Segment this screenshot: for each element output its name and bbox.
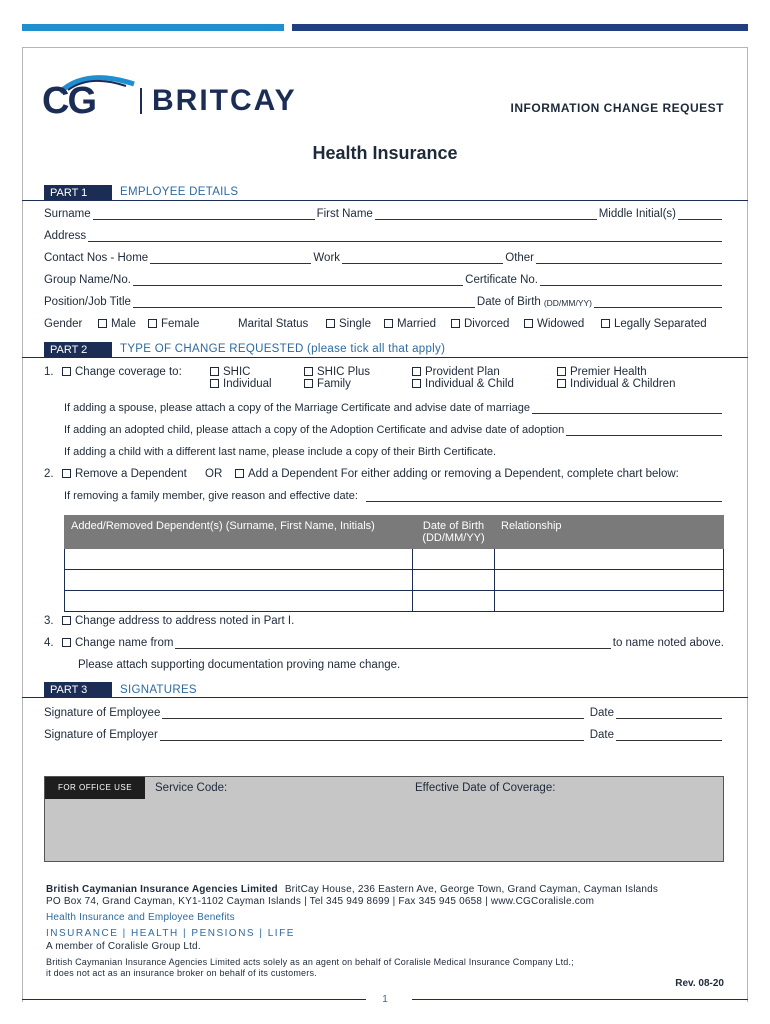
- office-use-tag: FOR OFFICE USE: [45, 777, 145, 799]
- dob-field[interactable]: [594, 297, 722, 308]
- provident-plan-checkbox[interactable]: [412, 367, 421, 376]
- accent-bar-right: [292, 24, 748, 31]
- shic-individual-checkbox[interactable]: [210, 379, 219, 388]
- office-use-box: [44, 776, 724, 862]
- widowed-label: Widowed: [537, 318, 585, 330]
- part3-title: SIGNATURES: [120, 684, 197, 696]
- change-coverage-option[interactable]: [62, 366, 182, 378]
- employee-signature-label: Signature of Employee: [44, 707, 161, 719]
- divorced-option[interactable]: [451, 318, 509, 330]
- employee-date-field[interactable]: [616, 708, 722, 719]
- first-name-field[interactable]: [375, 209, 597, 220]
- address-label: Address: [44, 230, 87, 242]
- male-label: Male: [111, 318, 136, 330]
- legally-separated-option[interactable]: [601, 318, 707, 330]
- single-label: Single: [339, 318, 371, 330]
- contact-row: [44, 252, 724, 264]
- shic-label: SHIC: [223, 366, 251, 378]
- single-option[interactable]: [326, 318, 371, 330]
- spouse-note-row: [64, 402, 724, 414]
- gender-female-option[interactable]: [148, 318, 199, 330]
- change-address-checkbox[interactable]: [62, 616, 71, 625]
- part1-title: EMPLOYEE DETAILS: [120, 186, 239, 198]
- part1-tag: PART 1: [44, 185, 112, 201]
- first-name-label: First Name: [316, 208, 373, 220]
- logo-divider: [140, 88, 142, 114]
- change-name-option[interactable]: [62, 637, 173, 649]
- adoption-date-field[interactable]: [566, 425, 722, 436]
- dependents-table-header: [65, 516, 724, 549]
- change-address-label: Change address to address noted in Part I.: [75, 615, 295, 627]
- certificate-label: Certificate No.: [465, 274, 538, 286]
- or-label: OR: [205, 468, 223, 480]
- middle-initial-label: Middle Initial(s): [598, 208, 677, 220]
- other-label: Other: [505, 252, 535, 264]
- change-name-checkbox[interactable]: [62, 638, 71, 647]
- removing-reason-row: [64, 490, 724, 502]
- doc-type: INFORMATION CHANGE REQUEST: [510, 101, 724, 115]
- married-checkbox[interactable]: [384, 319, 393, 328]
- group-name-label: Group Name/No.: [44, 274, 131, 286]
- employer-signature-row: [44, 729, 724, 741]
- change-name-note: Please attach supporting documentation proving name change.: [78, 659, 401, 671]
- position-field[interactable]: [133, 297, 475, 308]
- dependent-name-cell[interactable]: [65, 549, 413, 570]
- change-address-option[interactable]: [62, 615, 294, 627]
- footer-company-line: [46, 884, 658, 895]
- lastname-note: If adding a child with a different last name, please include a copy of their Birth Certificate.: [64, 446, 497, 458]
- provident-child-option[interactable]: [412, 378, 514, 390]
- removing-reason-field[interactable]: [366, 491, 722, 502]
- shic-plus-family-checkbox[interactable]: [304, 379, 313, 388]
- premier-children-label: Individual & Children: [570, 378, 676, 390]
- footer-tagline: Health Insurance and Employee Benefits: [46, 912, 235, 923]
- work-label: Work: [313, 252, 341, 264]
- contact-home-field[interactable]: [150, 253, 311, 264]
- dependent-dob-cell[interactable]: [413, 591, 495, 612]
- employee-signature-row: [44, 707, 724, 719]
- dependent-name-cell[interactable]: [65, 591, 413, 612]
- premier-health-option[interactable]: [557, 366, 647, 378]
- part3-rule: [22, 697, 748, 698]
- dependent-name-header: Added/Removed Dependent(s) (Surname, First Name, Initials): [65, 516, 413, 549]
- dependent-relationship-header: Relationship: [495, 516, 724, 549]
- part2-title: TYPE OF CHANGE REQUESTED (please tick all that apply): [120, 343, 446, 355]
- premier-children-checkbox[interactable]: [557, 379, 566, 388]
- table-row: [65, 549, 724, 570]
- surname-label: Surname: [44, 208, 91, 220]
- divorced-label: Divorced: [464, 318, 510, 330]
- employer-date-field[interactable]: [616, 730, 722, 741]
- address-row: [44, 230, 724, 242]
- footer-address2: PO Box 74, Grand Cayman, KY1-1102 Cayman Islands | Tel 345 949 8699 | Fax 345 945 0658 | www.CGCoralisle.com: [46, 896, 595, 907]
- address-field[interactable]: [88, 231, 722, 242]
- adopted-note: If adding an adopted child, please attach a copy of the Adoption Certificate and advise date of adoption: [64, 424, 565, 436]
- add-dependent-checkbox[interactable]: [235, 469, 244, 478]
- item4-number: 4.: [44, 637, 54, 649]
- dependent-name-cell[interactable]: [65, 570, 413, 591]
- spouse-note: If adding a spouse, please attach a copy of the Marriage Certificate and advise date of marriage: [64, 402, 530, 414]
- contact-home-label: Contact Nos - Home: [44, 252, 149, 264]
- part1-rule: [22, 200, 748, 201]
- table-row: [65, 570, 724, 591]
- add-dependent-option[interactable]: [235, 468, 679, 480]
- revision: Rev. 08-20: [675, 978, 724, 989]
- remove-dependent-option[interactable]: [62, 468, 187, 480]
- item1-number: 1.: [44, 366, 54, 378]
- page-number: 1: [382, 994, 388, 1005]
- logo-brand: BRITCAY: [152, 84, 297, 117]
- employee-signature-field[interactable]: [162, 708, 583, 719]
- group-row: [44, 274, 724, 286]
- premier-health-label: Premier Health: [570, 366, 647, 378]
- part3-tag: PART 3: [44, 682, 112, 698]
- surname-row: [44, 208, 724, 220]
- employer-signature-field[interactable]: [160, 730, 584, 741]
- divorced-checkbox[interactable]: [451, 319, 460, 328]
- footer-disclaimer1: British Caymanian Insurance Agencies Limited acts solely as an agent on behalf of Coralisle Medical Insurance Company Ltd.;: [46, 957, 574, 967]
- dependents-table: [64, 515, 724, 612]
- footer-company: British Caymanian Insurance Agencies Limited: [46, 884, 278, 895]
- employer-date-label: Date: [589, 729, 614, 741]
- shic-plus-checkbox[interactable]: [304, 367, 313, 376]
- remove-dependent-label: Remove a Dependent: [75, 468, 187, 480]
- marital-status-label: Marital Status: [238, 318, 309, 330]
- footer-disclaimer2: it does not act as an insurance broker on behalf of its customers.: [46, 968, 317, 978]
- married-label: Married: [397, 318, 436, 330]
- male-checkbox[interactable]: [98, 319, 107, 328]
- footer-member: A member of Coralisle Group Ltd.: [46, 941, 201, 952]
- gender-label: Gender: [44, 318, 83, 330]
- legally-separated-label: Legally Separated: [614, 318, 707, 330]
- removing-reason-label: If removing a family member, give reason and effective date:: [64, 490, 358, 502]
- service-code-label: Service Code:: [155, 782, 228, 794]
- shic-individual-label: Individual: [223, 378, 272, 390]
- former-name-field[interactable]: [175, 638, 610, 649]
- shic-plus-label: SHIC Plus: [317, 366, 371, 378]
- single-checkbox[interactable]: [326, 319, 335, 328]
- employee-date-label: Date: [589, 707, 614, 719]
- accent-bar-left: [22, 24, 284, 31]
- group-name-field[interactable]: [133, 275, 463, 286]
- table-row: [65, 591, 724, 612]
- change-name-suffix: to name noted above.: [612, 637, 724, 649]
- dependent-relationship-cell[interactable]: [495, 591, 724, 612]
- provident-plan-option[interactable]: [412, 366, 500, 378]
- adopted-note-row: [64, 424, 724, 436]
- dependent-dob-cell[interactable]: [413, 549, 495, 570]
- effective-date-label: Effective Date of Coverage:: [415, 782, 556, 794]
- change-name-label: Change name from: [75, 637, 174, 649]
- shic-option[interactable]: [210, 366, 250, 378]
- item2-number: 2.: [44, 468, 54, 480]
- work-field[interactable]: [342, 253, 503, 264]
- provident-plan-label: Provident Plan: [425, 366, 500, 378]
- dependent-relationship-cell[interactable]: [495, 570, 724, 591]
- married-option[interactable]: [384, 318, 436, 330]
- part2-tag: PART 2: [44, 342, 112, 358]
- item3-number: 3.: [44, 615, 54, 627]
- add-dependent-label: Add a Dependent For either adding or removing a Dependent, complete chart below:: [248, 468, 679, 480]
- other-field[interactable]: [536, 253, 722, 264]
- premier-children-option[interactable]: [557, 378, 675, 390]
- employer-signature-label: Signature of Employer: [44, 729, 158, 741]
- dependent-relationship-cell[interactable]: [495, 549, 724, 570]
- position-row: [44, 296, 724, 308]
- shic-checkbox[interactable]: [210, 367, 219, 376]
- marriage-date-field[interactable]: [532, 403, 722, 414]
- position-label: Position/Job Title: [44, 296, 131, 308]
- widowed-option[interactable]: [524, 318, 584, 330]
- change-coverage-label: Change coverage to:: [75, 366, 182, 378]
- dependent-dob-cell[interactable]: [413, 570, 495, 591]
- female-checkbox[interactable]: [148, 319, 157, 328]
- footer-services: INSURANCE | HEALTH | PENSIONS | LIFE: [46, 928, 295, 939]
- dob-format: (DD/MM/YY): [543, 298, 592, 308]
- gender-male-option[interactable]: [98, 318, 136, 330]
- middle-initial-field[interactable]: [678, 209, 722, 220]
- logo-cg: CG: [42, 80, 95, 122]
- change-name-row: [62, 637, 724, 649]
- britcay-logo: [42, 66, 342, 122]
- shic-individual-option[interactable]: [210, 378, 272, 390]
- premier-health-checkbox[interactable]: [557, 367, 566, 376]
- provident-child-label: Individual & Child: [425, 378, 514, 390]
- shic-plus-option[interactable]: [304, 366, 370, 378]
- change-coverage-checkbox[interactable]: [62, 367, 71, 376]
- provident-child-checkbox[interactable]: [412, 379, 421, 388]
- footer-address1: BritCay House, 236 Eastern Ave, George Town, Grand Cayman, Cayman Islands: [284, 884, 659, 895]
- shic-plus-family-option[interactable]: [304, 378, 351, 390]
- shic-plus-family-label: Family: [317, 378, 351, 390]
- part2-rule: [22, 357, 748, 358]
- page-title: Health Insurance: [312, 143, 458, 163]
- remove-dependent-checkbox[interactable]: [62, 469, 71, 478]
- certificate-field[interactable]: [540, 275, 722, 286]
- legally-separated-checkbox[interactable]: [601, 319, 610, 328]
- female-label: Female: [161, 318, 200, 330]
- surname-field[interactable]: [93, 209, 315, 220]
- dob-label: Date of Birth: [476, 296, 541, 308]
- dependent-dob-header: Date of Birth (DD/MM/YY): [413, 516, 495, 549]
- widowed-checkbox[interactable]: [524, 319, 533, 328]
